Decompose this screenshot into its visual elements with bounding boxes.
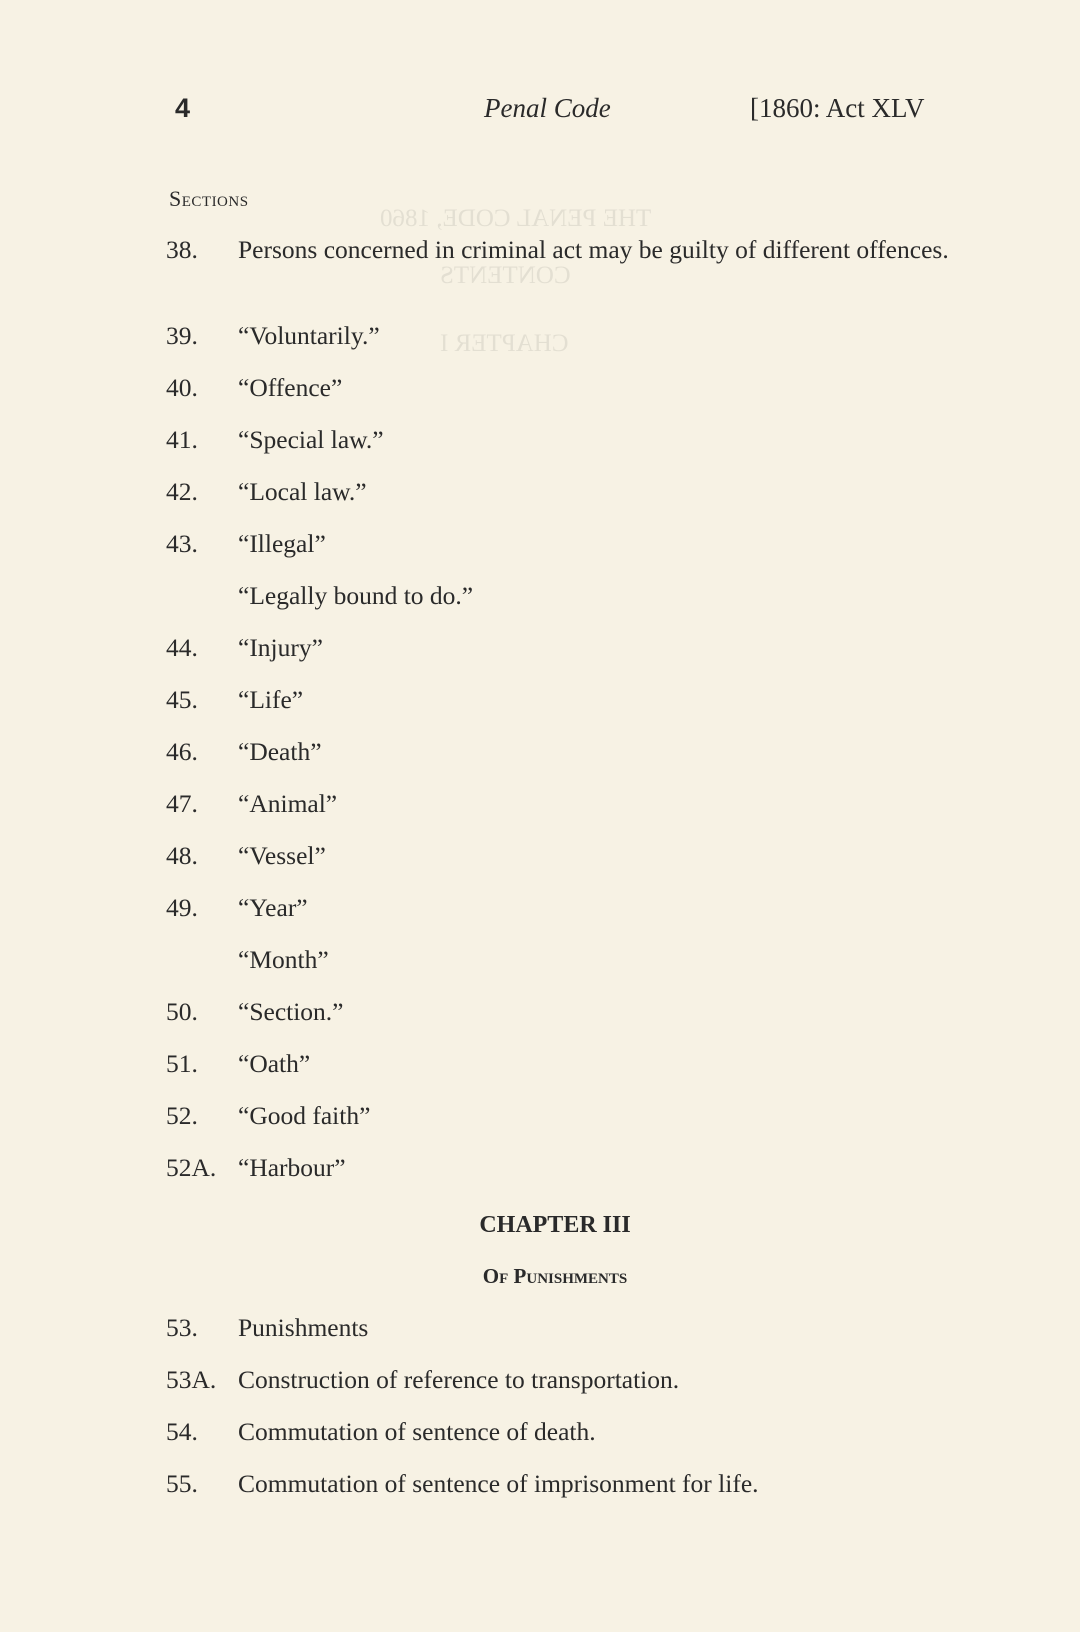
chapter-title: CHAPTER III xyxy=(479,1212,631,1238)
section-entry: 55. Commutation of sentence of imprisonment for life. xyxy=(166,1469,759,1498)
section-entry: 44. “Injury” xyxy=(166,633,323,662)
section-entry: 42. “Local law.” xyxy=(166,477,367,506)
running-title: Penal Code xyxy=(484,93,611,123)
section-entry: 48. “Vessel” xyxy=(166,841,326,870)
section-entry: 38. Persons concerned in criminal act may be guilty of different offences. xyxy=(166,235,949,264)
page-number: 4 xyxy=(175,93,191,123)
act-reference: [1860: Act XLV xyxy=(750,93,925,123)
section-entry: 47. “Animal” xyxy=(166,789,338,818)
chapter-subtitle: Of Punishments xyxy=(482,1264,628,1288)
section-entry: “Legally bound to do.” xyxy=(238,581,474,610)
section-entry: 46. “Death” xyxy=(166,737,322,766)
section-entry: 52. “Good faith” xyxy=(166,1101,371,1130)
section-entry: 53. Punishments xyxy=(166,1313,369,1342)
section-entry: 49. “Year” xyxy=(166,893,308,922)
section-entry: 53A. Construction of reference to transportation. xyxy=(166,1365,680,1394)
section-entry: 43. “Illegal” xyxy=(166,529,326,558)
section-entry: 39. “Voluntarily.” xyxy=(166,321,380,350)
section-entry: 52A. “Harbour” xyxy=(166,1153,346,1182)
section-entry: 45. “Life” xyxy=(166,685,304,714)
section-entry: 54. Commutation of sentence of death. xyxy=(166,1417,596,1446)
sections-label: Sections xyxy=(169,186,249,211)
section-entry: 41. “Special law.” xyxy=(166,425,384,454)
section-entry: 40. “Offence” xyxy=(166,373,343,402)
section-entry: “Month” xyxy=(238,945,329,974)
section-entry: 50. “Section.” xyxy=(166,997,344,1026)
section-entry: 51. “Oath” xyxy=(166,1049,311,1078)
